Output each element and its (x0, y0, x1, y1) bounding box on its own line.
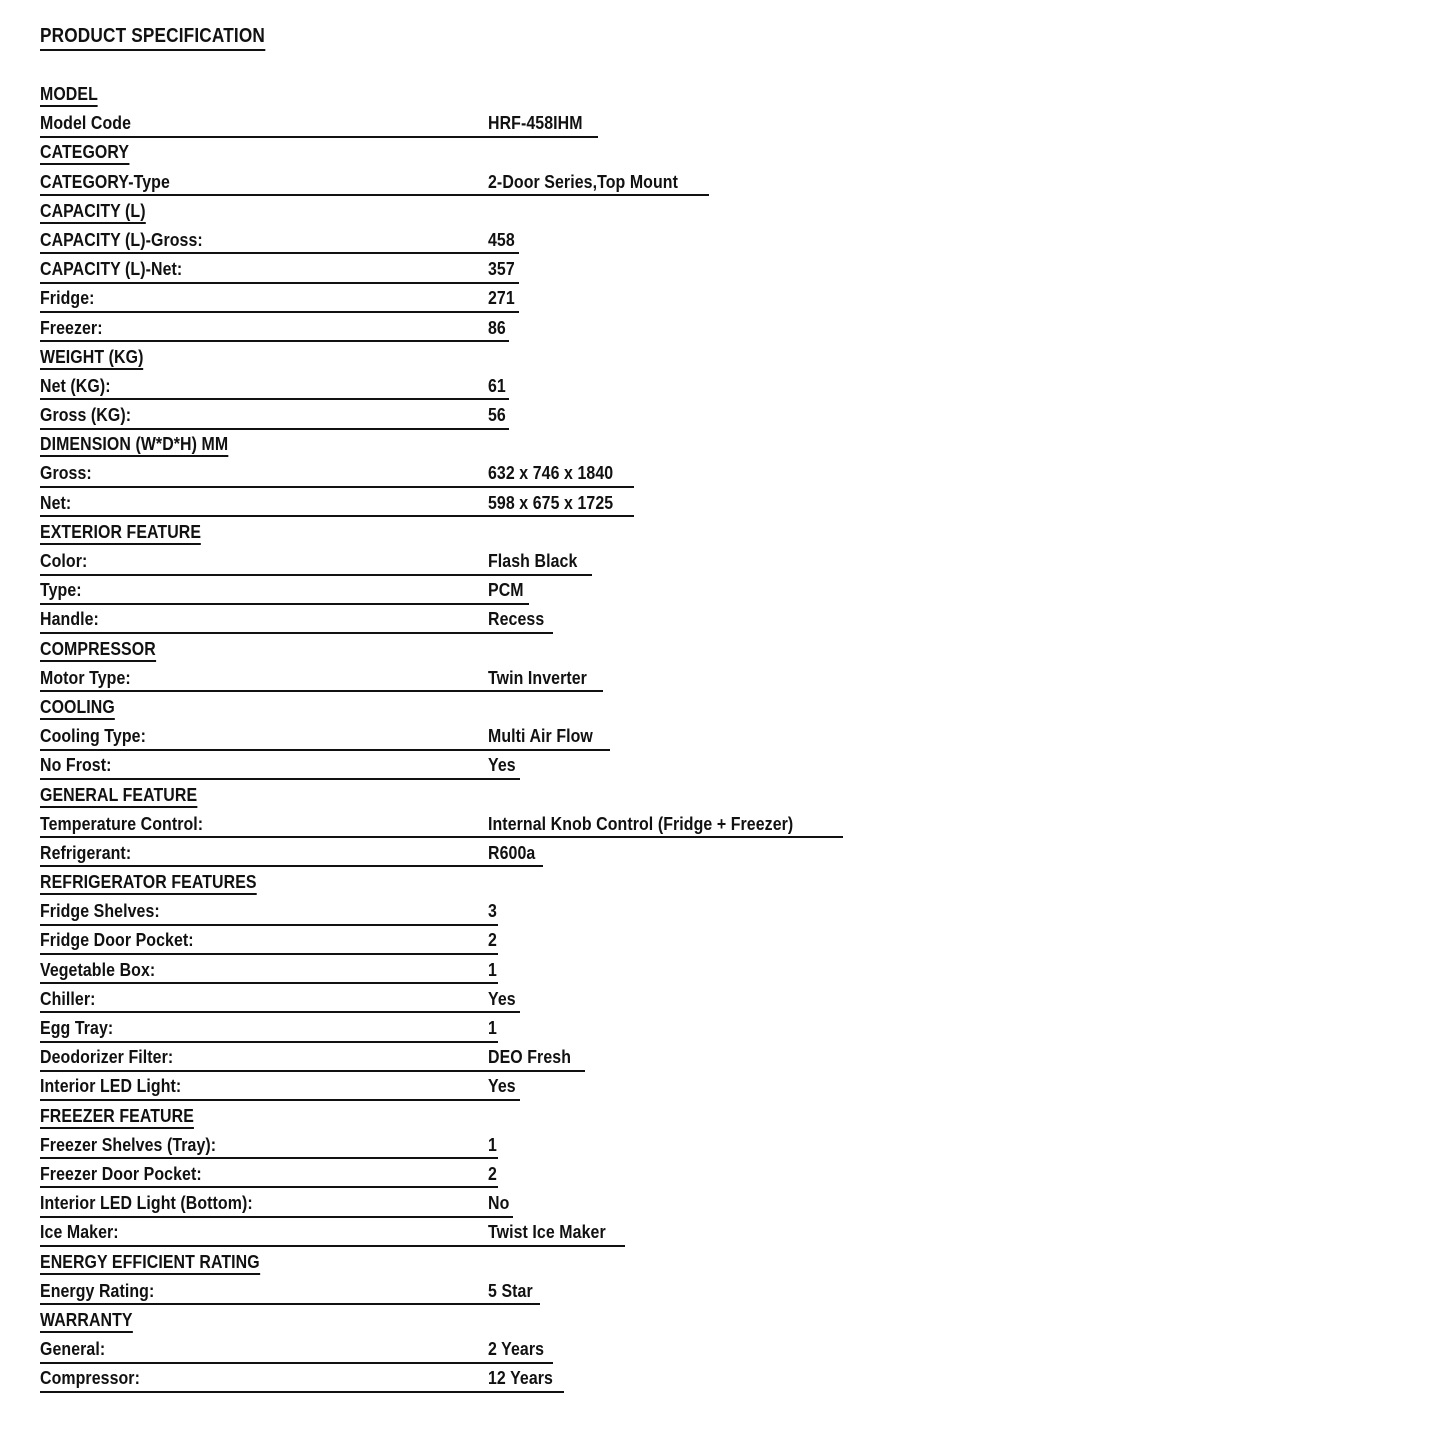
spec-row (40, 491, 1400, 520)
spec-row-value: 271 (488, 287, 515, 309)
spec-row-gap (40, 624, 488, 625)
spec-row-value: No (488, 1192, 510, 1214)
spec-row-label: Net (KG): (40, 374, 111, 396)
spec-row (40, 374, 1400, 403)
spec-row-gap (40, 303, 488, 304)
spec-row-label: Fridge Shelves: (40, 900, 160, 922)
spec-row-gap (40, 508, 488, 509)
spec-section-header-row (40, 1308, 1400, 1337)
spec-row-label: Net: (40, 491, 72, 513)
spec-row-label: CAPACITY (L)-Gross: (40, 228, 203, 250)
spec-row (40, 928, 1400, 957)
section-heading: COMPRESSOR (40, 637, 156, 662)
spec-section-header-row (40, 870, 1400, 899)
spec-row-value: 598 x 675 x 1725 (488, 491, 614, 513)
spec-row-value: Multi Air Flow (488, 725, 593, 747)
section-heading: WEIGHT (KG) (40, 345, 143, 370)
section-heading: COOLING (40, 695, 115, 720)
spec-row (40, 812, 1400, 841)
spec-row (40, 958, 1400, 987)
spec-row-value: Twist Ice Maker (488, 1221, 606, 1243)
spec-row-label: Vegetable Box: (40, 958, 156, 980)
spec-row-value: Yes (488, 1075, 516, 1097)
spec-row-label: General: (40, 1338, 106, 1360)
spec-row-rule (40, 987, 520, 1014)
section-heading: GENERAL FEATURE (40, 783, 197, 808)
spec-row-label: Freezer Shelves (Tray): (40, 1133, 217, 1155)
spec-row (40, 170, 1400, 199)
spec-row-label: No Frost: (40, 754, 112, 776)
spec-row-label: Deodorizer Filter: (40, 1046, 174, 1068)
spec-row-rule (40, 1337, 553, 1364)
spec-row-label: Interior LED Light (Bottom): (40, 1192, 253, 1214)
spec-row-label: CATEGORY-Type (40, 170, 170, 192)
spec-row-value: 1 (488, 1017, 497, 1038)
spec-row-label: Type: (40, 579, 82, 601)
section-heading: ENERGY EFFICIENT RATING (40, 1250, 260, 1275)
spec-row-value: HRF-458IHM (488, 112, 583, 134)
section-heading: WARRANTY (40, 1308, 133, 1333)
spec-row (40, 1337, 1400, 1366)
spec-row-label: Chiller: (40, 987, 96, 1009)
spec-row-label: Handle: (40, 608, 99, 630)
spec-row-label: Gross: (40, 462, 92, 484)
spec-row-value: 2 (488, 929, 497, 951)
specification-list (40, 82, 1400, 1395)
spec-row (40, 1366, 1400, 1395)
spec-section-header-row (40, 1104, 1400, 1133)
spec-row (40, 899, 1400, 928)
spec-row-label: Freezer Door Pocket: (40, 1162, 202, 1184)
spec-row-value: 2-Door Series,Top Mount (488, 170, 678, 192)
spec-row-value: Twin Inverter (488, 666, 587, 688)
spec-row-label: CAPACITY (L)-Net: (40, 258, 183, 280)
section-heading: REFRIGERATOR FEATURES (40, 870, 257, 895)
spec-row-gap (40, 1354, 488, 1355)
spec-row-label: Ice Maker: (40, 1221, 119, 1243)
spec-row-label: Gross (KG): (40, 404, 132, 426)
spec-row-rule (40, 286, 519, 313)
spec-section-header-row (40, 432, 1400, 461)
spec-section-header-row (40, 82, 1400, 111)
spec-row-label: Refrigerant: (40, 841, 132, 863)
spec-row-value: Yes (488, 754, 516, 776)
spec-row-value: Yes (488, 987, 516, 1009)
spec-row-label: Color: (40, 550, 88, 571)
section-heading: DIMENSION (W*D*H) MM (40, 432, 228, 457)
section-heading: MODEL (40, 82, 98, 107)
spec-row (40, 1045, 1400, 1074)
spec-section-header-row (40, 140, 1400, 169)
section-heading: CATEGORY (40, 140, 129, 165)
spec-row (40, 607, 1400, 636)
spec-row (40, 666, 1400, 695)
spec-row-rule (40, 753, 520, 780)
spec-row (40, 1279, 1400, 1308)
spec-row-value: 2 (488, 1162, 497, 1184)
spec-row-label: Cooling Type: (40, 725, 146, 747)
spec-row-label: Fridge: (40, 287, 95, 309)
spec-row-gap (40, 595, 488, 596)
spec-row-value: 3 (488, 900, 497, 922)
spec-row-value: 56 (488, 404, 506, 426)
spec-row (40, 286, 1400, 315)
spec-section-header-row (40, 345, 1400, 374)
spec-row (40, 841, 1400, 870)
spec-row-rule (40, 578, 529, 605)
spec-row-gap (40, 1004, 488, 1005)
spec-row-label: Motor Type: (40, 666, 131, 688)
section-heading: FREEZER FEATURE (40, 1104, 194, 1129)
spec-section-header-row (40, 199, 1400, 228)
spec-row-value: Recess (488, 608, 545, 630)
spec-row-value: 12 Years (488, 1367, 553, 1389)
spec-row-value: 357 (488, 258, 515, 280)
spec-section-header-row (40, 637, 1400, 666)
spec-row-label: Energy Rating: (40, 1279, 155, 1301)
spec-row-value: 5 Star (488, 1279, 533, 1301)
spec-row (40, 111, 1400, 140)
spec-row-value: 1 (488, 958, 497, 980)
spec-row-value: PCM (488, 579, 524, 601)
spec-row-value: 632 x 746 x 1840 (488, 462, 614, 484)
spec-row-label: Compressor: (40, 1367, 140, 1389)
spec-row-value: 458 (488, 228, 515, 250)
spec-row (40, 1133, 1400, 1162)
spec-row-value: 86 (488, 316, 506, 338)
spec-section-header-row (40, 520, 1400, 549)
spec-row (40, 753, 1400, 782)
spec-row-value: Internal Knob Control (Fridge + Freezer) (488, 812, 794, 834)
spec-row (40, 1074, 1400, 1103)
spec-row-gap (40, 478, 488, 479)
spec-row-value: DEO Fresh (488, 1046, 572, 1068)
spec-row (40, 228, 1400, 257)
spec-row-label: Freezer: (40, 316, 103, 338)
spec-row (40, 403, 1400, 432)
spec-row-label: Fridge Door Pocket: (40, 929, 194, 951)
spec-row (40, 316, 1400, 345)
page-title: PRODUCT SPECIFICATION (40, 24, 265, 51)
spec-row-value: 1 (488, 1133, 497, 1155)
spec-row (40, 549, 1400, 578)
spec-row (40, 724, 1400, 753)
spec-row (40, 987, 1400, 1016)
spec-section-header-row (40, 695, 1400, 724)
spec-row-gap (40, 566, 488, 567)
section-heading: CAPACITY (L) (40, 199, 146, 224)
spec-row-label: Temperature Control: (40, 812, 204, 834)
spec-row-label: Interior LED Light: (40, 1075, 182, 1097)
spec-row (40, 461, 1400, 490)
spec-row (40, 1016, 1400, 1045)
spec-row-value: 61 (488, 374, 506, 396)
spec-row (40, 1191, 1400, 1220)
spec-section-header-row (40, 1250, 1400, 1279)
spec-row (40, 257, 1400, 286)
spec-row-label: Egg Tray: (40, 1017, 114, 1038)
spec-row-value: 2 Years (488, 1338, 545, 1360)
spec-row (40, 578, 1400, 607)
spec-row-label: Model Code (40, 112, 132, 134)
spec-section-header-row (40, 783, 1400, 812)
spec-row (40, 1162, 1400, 1191)
section-heading: EXTERIOR FEATURE (40, 520, 201, 545)
spec-row-rule (40, 607, 553, 634)
spec-row-value: Flash Black (488, 550, 578, 571)
spec-row-rule (40, 316, 509, 343)
spec-row-value: R600a (488, 841, 536, 863)
spec-row-gap (40, 333, 488, 334)
spec-row (40, 1220, 1400, 1249)
